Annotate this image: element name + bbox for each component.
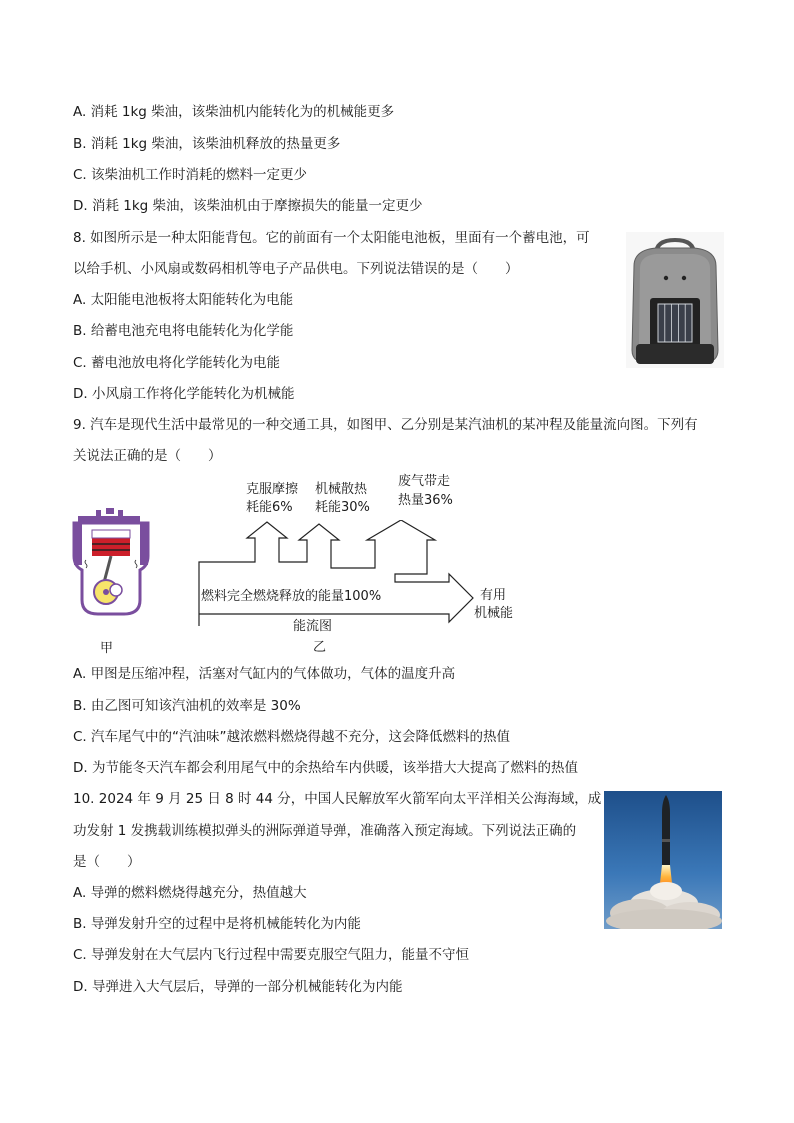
q10-stem-line1: 10. 2024 年 9 月 25 日 8 时 44 分，中国人民解放军火箭军向太平洋相关公海海域，成	[73, 791, 602, 807]
figure-jia-label: 甲	[100, 641, 114, 656]
q7-option-d: D. 消耗 1kg 柴油，该柴油机由于摩擦损失的能量一定更少	[73, 198, 423, 214]
q10-option-a: A. 导弹的燃料燃烧得越充分，热值越大	[73, 885, 307, 901]
exhaust-loss-line1: 废气带走	[398, 474, 451, 489]
exhaust-loss-line2: 热量36%	[398, 493, 453, 508]
engine-stroke-diagram	[70, 508, 152, 618]
q10-option-b: B. 导弹发射升空的过程中是将机械能转化为内能	[73, 916, 361, 932]
q7-option-b: B. 消耗 1kg 柴油，该柴油机释放的热量更多	[73, 136, 341, 152]
heat-dissipation-line2: 耗能30%	[315, 500, 370, 515]
q9-stem-line1: 9. 汽车是现代生活中最常见的一种交通工具，如图甲、乙分别是某汽油机的某冲程及能量流向图。下列有	[73, 417, 698, 433]
missile-launch-image	[604, 791, 722, 929]
q10-stem-line2: 功发射 1 发携载训练模拟弹头的洲际弹道导弹，准确落入预定海域。下列说法正确的	[73, 823, 577, 839]
q10-stem-line3: 是（ ）	[73, 854, 141, 870]
friction-loss-line1: 克服摩擦	[246, 482, 299, 497]
q9-stem-line2: 关说法正确的是（ ）	[73, 448, 222, 464]
q9-option-b: B. 由乙图可知该汽油机的效率是 30%	[73, 698, 301, 714]
energy-flow-arrows	[195, 520, 485, 630]
q10-option-d: D. 导弹进入大气层后，导弹的一部分机械能转化为内能	[73, 979, 403, 995]
q8-option-c: C. 蓄电池放电将化学能转化为电能	[73, 355, 281, 371]
q7-option-c: C. 该柴油机工作时消耗的燃料一定更少	[73, 167, 308, 183]
figure-yi-label: 乙	[313, 640, 327, 655]
q7-option-a: A. 消耗 1kg 柴油，该柴油机内能转化为的机械能更多	[73, 104, 395, 120]
useful-energy-line2: 机械能	[474, 606, 514, 621]
heat-dissipation-line1: 机械散热	[315, 482, 368, 497]
q8-option-b: B. 给蓄电池充电将电能转化为化学能	[73, 323, 294, 339]
q10-option-c: C. 导弹发射在大气层内飞行过程中需要克服空气阻力，能量不守恒	[73, 947, 470, 963]
solar-backpack-image	[626, 232, 724, 368]
friction-loss-line2: 耗能6%	[246, 500, 293, 515]
q9-option-a: A. 甲图是压缩冲程，活塞对气缸内的气体做功，气体的温度升高	[73, 666, 456, 682]
q8-stem-line2: 以给手机、小风扇或数码相机等电子产品供电。下列说法错误的是（ ）	[73, 261, 519, 277]
q8-option-d: D. 小风扇工作将化学能转化为机械能	[73, 386, 295, 402]
q8-stem-line1: 8. 如图所示是一种太阳能背包。它的前面有一个太阳能电池板，里面有一个蓄电池，可	[73, 230, 590, 246]
energy-flow-title: 能流图	[293, 619, 333, 634]
useful-energy-line1: 有用	[480, 588, 507, 603]
q9-option-d: D. 为节能冬天汽车都会利用尾气中的余热给车内供暖，该举措大大提高了燃料的热值	[73, 760, 578, 776]
total-energy-label: 燃料完全燃烧释放的能量100%	[201, 589, 382, 604]
q9-option-c: C. 汽车尾气中的“汽油味”越浓燃料燃烧得越不充分，这会降低燃料的热值	[73, 729, 510, 745]
q8-option-a: A. 太阳能电池板将太阳能转化为电能	[73, 292, 294, 308]
